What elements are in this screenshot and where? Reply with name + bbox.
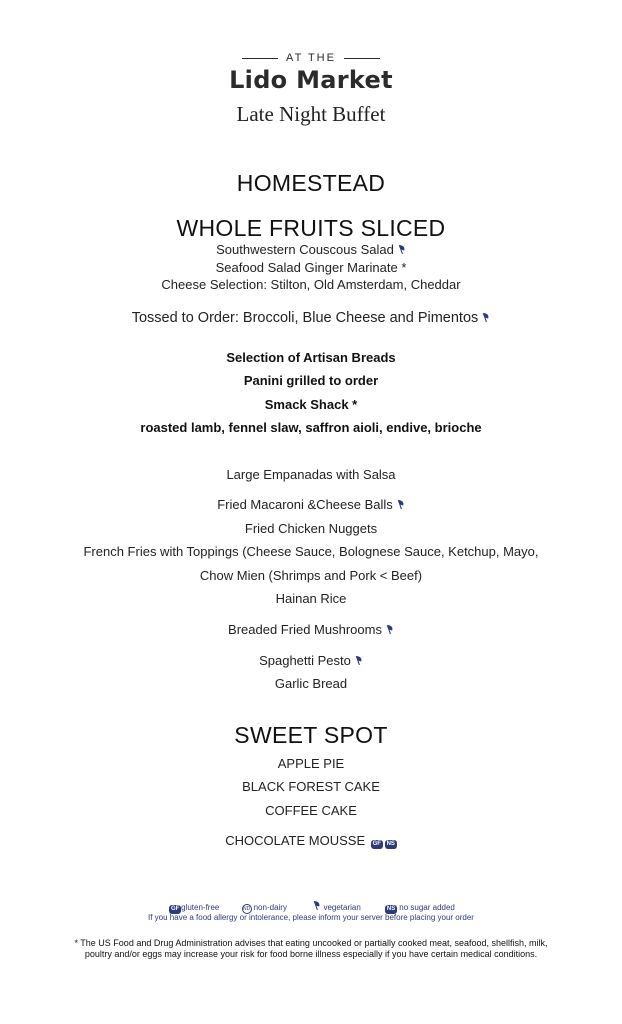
section-homestead: HOMESTEAD bbox=[236, 170, 386, 196]
no-sugar-badge: NS bbox=[386, 906, 396, 912]
menu-item bbox=[0, 653, 622, 668]
legend-label: vegetarian bbox=[323, 903, 361, 912]
section-sweet-spot: SWEET SPOT bbox=[234, 722, 388, 748]
right-rule bbox=[344, 58, 380, 59]
gluten-free-badge: GF bbox=[170, 906, 180, 912]
legend-no-sugar bbox=[383, 903, 455, 912]
dessert-item bbox=[0, 833, 622, 849]
item-label: Fried Macaroni &Cheese Balls bbox=[217, 497, 393, 512]
menu-item: Garlic Bread bbox=[274, 676, 348, 691]
non-dairy-icon: ND bbox=[242, 906, 251, 912]
menu-item bbox=[0, 622, 622, 637]
menu-item: Selection of Artisan Breads bbox=[226, 350, 396, 365]
dietary-legend bbox=[0, 900, 622, 914]
legend-gluten-free bbox=[167, 903, 219, 912]
tossed-label: Tossed to Order: bbox=[131, 310, 239, 326]
at-the-label bbox=[0, 52, 622, 64]
item-label: Spaghetti Pesto bbox=[259, 653, 351, 668]
menu-item: Panini grilled to order bbox=[243, 373, 379, 388]
menu-item: French Fries with Toppings (Cheese Sauce, Bolognese Sauce, Ketchup, Mayo, bbox=[83, 544, 539, 559]
leaf-icon bbox=[397, 244, 406, 255]
menu-item bbox=[0, 242, 622, 257]
legend-non-dairy bbox=[242, 903, 287, 912]
legend-vegetarian bbox=[309, 903, 361, 912]
leaf-icon bbox=[354, 655, 363, 666]
menu-item: Fried Chicken Nuggets bbox=[244, 521, 378, 536]
left-rule bbox=[242, 58, 278, 59]
item-label: Southwestern Couscous Salad bbox=[216, 242, 394, 257]
dessert-item: APPLE PIE bbox=[277, 756, 345, 771]
menu-item: Large Empanadas with Salsa bbox=[226, 467, 396, 482]
legend-label: non-dairy bbox=[253, 903, 287, 912]
item-label: Breaded Fried Mushrooms bbox=[228, 622, 382, 637]
menu-subtitle: Late Night Buffet bbox=[236, 102, 386, 126]
tossed-value: Broccoli, Blue Cheese and Pimentos bbox=[238, 310, 479, 326]
menu-item: Hainan Rice bbox=[275, 591, 347, 606]
leaf-icon bbox=[396, 499, 405, 510]
menu-item: Cheese Selection: Stilton, Old Amsterdam, Cheddar bbox=[161, 277, 461, 292]
section-whole-fruits: WHOLE FRUITS SLICED bbox=[176, 215, 446, 241]
menu-item: Chow Mien (Shrimps and Pork < Beef) bbox=[199, 568, 423, 583]
menu-item-tossed bbox=[0, 310, 622, 326]
brand-title: Lido Market bbox=[229, 66, 393, 94]
menu-item: Smack Shack * bbox=[264, 397, 358, 412]
fda-disclaimer: * The US Food and Drug Administration advises that eating uncooked or partially cooked meat, seafood, shellfish, milk, poultry and/or eggs may increase your risk for food borne illness especially if you have certain medical conditions. bbox=[74, 938, 548, 959]
gluten-free-badge: GF bbox=[372, 841, 381, 847]
menu-item bbox=[0, 497, 622, 512]
dessert-item: COFFEE CAKE bbox=[265, 803, 357, 818]
menu-item: Seafood Salad Ginger Marinate * bbox=[215, 260, 407, 275]
leaf-icon bbox=[385, 624, 394, 635]
legend-label: gluten-free bbox=[181, 903, 220, 912]
item-label: CHOCOLATE MOUSSE bbox=[225, 833, 366, 848]
at-the-text: AT THE bbox=[286, 52, 336, 64]
menu-item-description: roasted lamb, fennel slaw, saffron aioli, endive, brioche bbox=[140, 420, 482, 435]
leaf-icon bbox=[312, 900, 321, 911]
legend-label: no sugar added bbox=[399, 903, 455, 912]
leaf-icon bbox=[481, 312, 490, 323]
no-sugar-badge: NS bbox=[386, 841, 395, 847]
dessert-item: BLACK FOREST CAKE bbox=[242, 779, 380, 794]
allergy-notice: If you have a food allergy or intolerance, please inform your server before placing your order bbox=[148, 913, 474, 922]
